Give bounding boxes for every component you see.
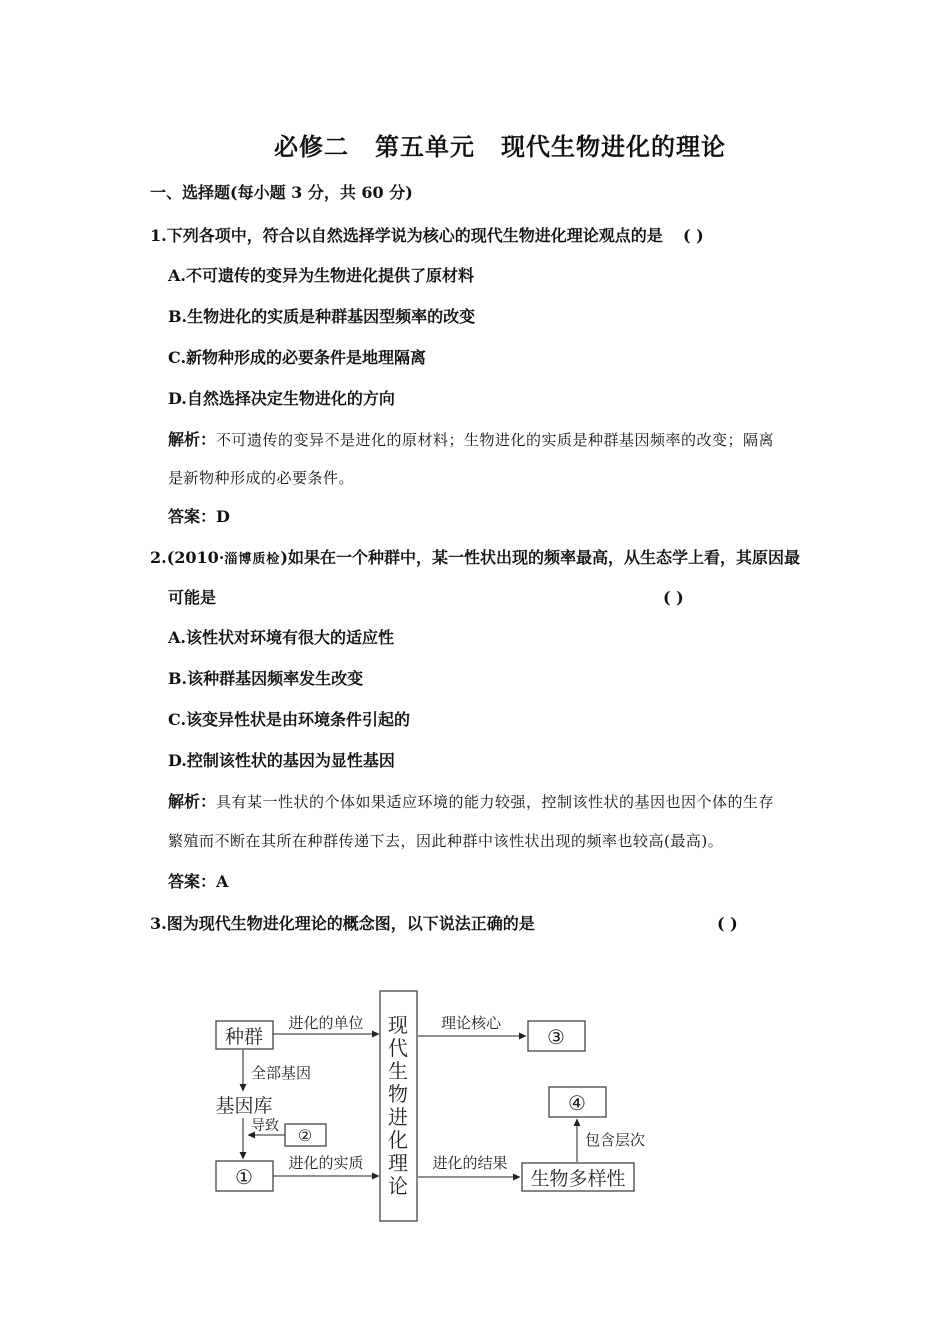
- gene-pool-text: 基因库: [215, 1095, 273, 1117]
- label-levels: 包含层次: [585, 1131, 646, 1149]
- q2-option-b: B.该种群基因频率发生改变: [168, 669, 364, 688]
- box2-text: ②: [297, 1126, 313, 1145]
- q1-option-c: C.新物种形成的必要条件是地理隔离: [168, 348, 427, 367]
- center-char-5: 进: [388, 1105, 408, 1129]
- q2-answer: 答案：A: [168, 872, 229, 891]
- label-core: 理论核心: [440, 1014, 502, 1032]
- label-essence: 进化的实质: [288, 1154, 364, 1172]
- q1-option-a: A.不可遗传的变异为生物进化提供了原材料: [168, 266, 474, 285]
- q1-analysis-text: 不可遗传的变异不是进化的原材料；生物进化的实质是种群基因频率的改变；隔离: [216, 431, 775, 449]
- q1-stem: 1.下列各项中，符合以自然选择学说为核心的现代生物进化理论观点的是: [150, 226, 663, 245]
- q3-answer-paren: ( ): [717, 914, 738, 933]
- q1-analysis-line2: 是新物种形成的必要条件。: [168, 469, 355, 487]
- center-char-3: 生: [388, 1059, 408, 1083]
- q2-analysis-label: 解析：: [168, 792, 217, 811]
- q2-option-c: C.该变异性状是由环境条件引起的: [168, 710, 411, 729]
- q2-analysis-line2: 繁殖而不断在其所在种群传递下去，因此种群中该性状出现的频率也较高(最高)。: [168, 832, 724, 850]
- page-title: 必修二 第五单元 现代生物进化的理论: [274, 132, 726, 161]
- label-all-genes: 全部基因: [251, 1064, 312, 1082]
- q1-analysis-label: 解析：: [168, 430, 217, 449]
- q2-option-d: D.控制该性状的基因为显性基因: [168, 751, 395, 770]
- label-result: 进化的结果: [432, 1154, 508, 1172]
- box1-text: ①: [235, 1165, 253, 1189]
- q2-analysis-text: 具有某一性状的个体如果适应环境的能力较强，控制该性状的基因也因个体的生存: [216, 793, 775, 811]
- population-text: 种群: [224, 1026, 264, 1048]
- q2-stem: 2.(2010·淄博质检)如果在一个种群中，某一性状出现的频率最高，从生态学上看，其原因最: [150, 548, 800, 567]
- center-char-7: 理: [388, 1151, 408, 1175]
- center-char-1: 现: [388, 1013, 408, 1037]
- box4-text: ④: [568, 1091, 586, 1115]
- q1-answer: 答案：D: [168, 507, 230, 526]
- center-char-2: 代: [388, 1036, 408, 1060]
- label-unit: 进化的单位: [288, 1014, 364, 1032]
- q2-stem-line2: 可能是: [168, 588, 217, 607]
- q1-answer-paren: ( ): [683, 226, 704, 245]
- q1-option-b: B.生物进化的实质是种群基因型频率的改变: [168, 307, 476, 326]
- label-leads: 导致: [251, 1118, 279, 1134]
- q2-option-a: A.该性状对环境有很大的适应性: [168, 628, 394, 647]
- q1-option-d: D.自然选择决定生物进化的方向: [168, 389, 395, 408]
- q3-stem: 3.图为现代生物进化理论的概念图，以下说法正确的是: [150, 914, 535, 933]
- center-char-8: 论: [388, 1174, 408, 1198]
- center-char-6: 化: [388, 1128, 408, 1152]
- q2-answer-paren: ( ): [663, 588, 684, 607]
- section-heading: 一、选择题(每小题 3 分，共 60 分): [150, 183, 413, 202]
- box3-text: ③: [547, 1025, 565, 1049]
- q2-source: 淄博质检: [224, 552, 281, 567]
- biodiversity-text: 生物多样性: [530, 1168, 626, 1190]
- center-char-4: 物: [388, 1082, 408, 1106]
